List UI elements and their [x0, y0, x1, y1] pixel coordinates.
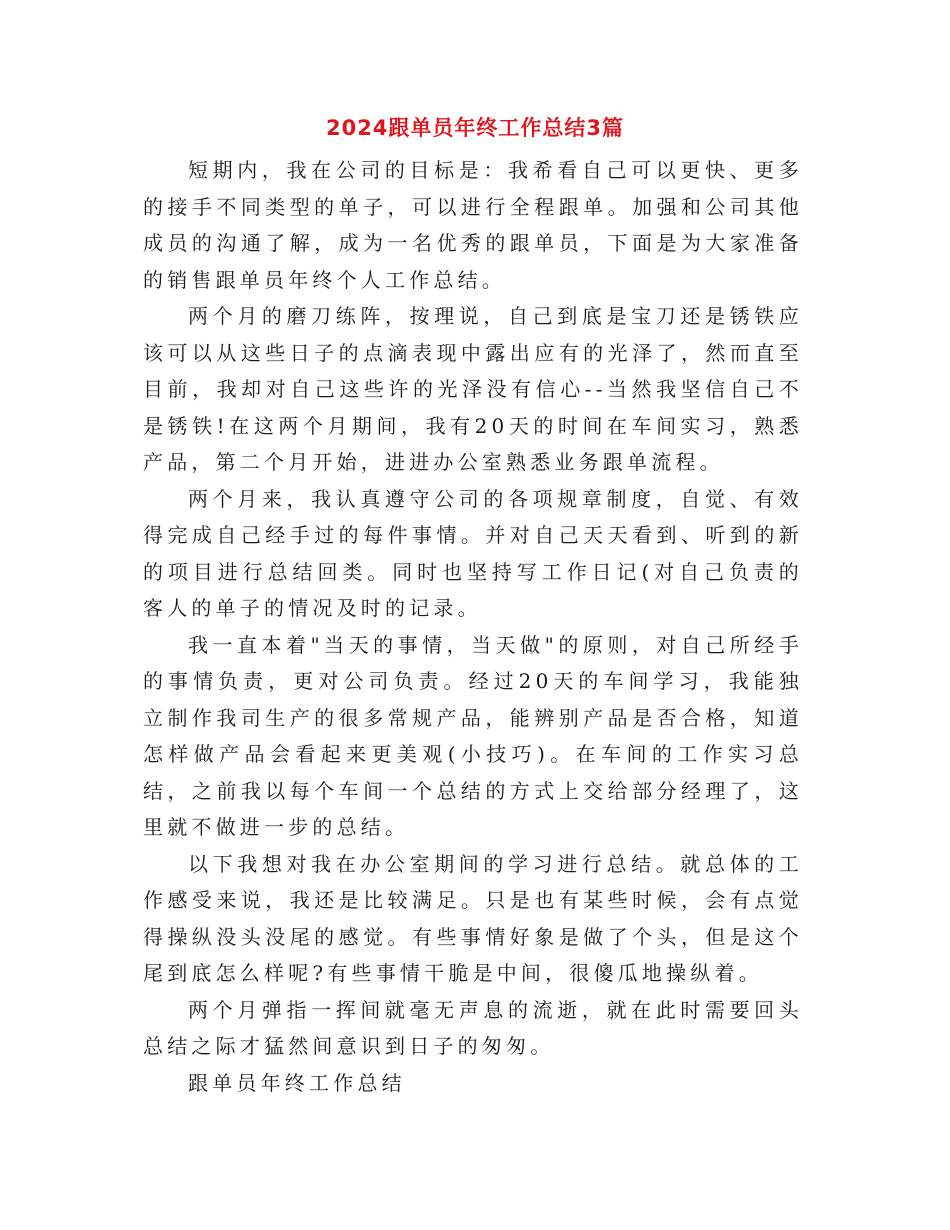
paragraph: 两个月的磨刀练阵，按理说，自己到底是宝刀还是锈铁应该可以从这些日子的点滴表现中露出应有的光泽了，然而直至目前，我却对自己这些许的光泽没有信心--当然我坚信自己不是锈铁!在这两个月期间，我有20天的时间在车间实习，熟悉产品，第二个月开始，进进办公室熟悉业务跟单流程。 [143, 304, 803, 474]
section-heading: 跟单员年终工作总结 [188, 1070, 406, 1095]
document-title: 2024跟单员年终工作总结3篇 [325, 116, 625, 140]
document-body [143, 152, 803, 1101]
paragraph: 我一直本着"当天的事情，当天做"的原则，对自己所经手的事情负责，更对公司负责。经过20天的车间学习，我能独立制作我司生产的很多常规产品，能辨别产品是否合格，知道怎样做产品会看起来更美观(小技巧)。在车间的工作实习总结，之前我以每个车间一个总结的方式上交给部分经理了，这里就不做进一步的总结。 [143, 632, 803, 839]
paragraph: 短期内，我在公司的目标是：我希看自己可以更快、更多的接手不同类型的单子，可以进行全程跟单。加强和公司其他成员的沟通了解，成为一名优秀的跟单员，下面是为大家准备的销售跟单员年终个人工作总结。 [143, 158, 803, 292]
paragraph: 两个月来，我认真遵守公司的各项规章制度，自觉、有效得完成自己经手过的每件事情。并对自己天天看到、听到的新的项目进行总结回类。同时也坚持写工作日记(对自己负责的客人的单子的情况及时的记录。 [143, 486, 803, 620]
paragraph: 两个月弹指一挥间就毫无声息的流逝，就在此时需要回头总结之际才猛然间意识到日子的匆匆。 [143, 997, 803, 1058]
paragraph: 以下我想对我在办公室期间的学习进行总结。就总体的工作感受来说，我还是比较满足。只是也有某些时候，会有点觉得操纵没头没尾的感觉。有些事情好象是做了个头，但是这个尾到底怎么样呢?有些事情干脆是中间，很傻瓜地操纵着。 [143, 851, 803, 985]
